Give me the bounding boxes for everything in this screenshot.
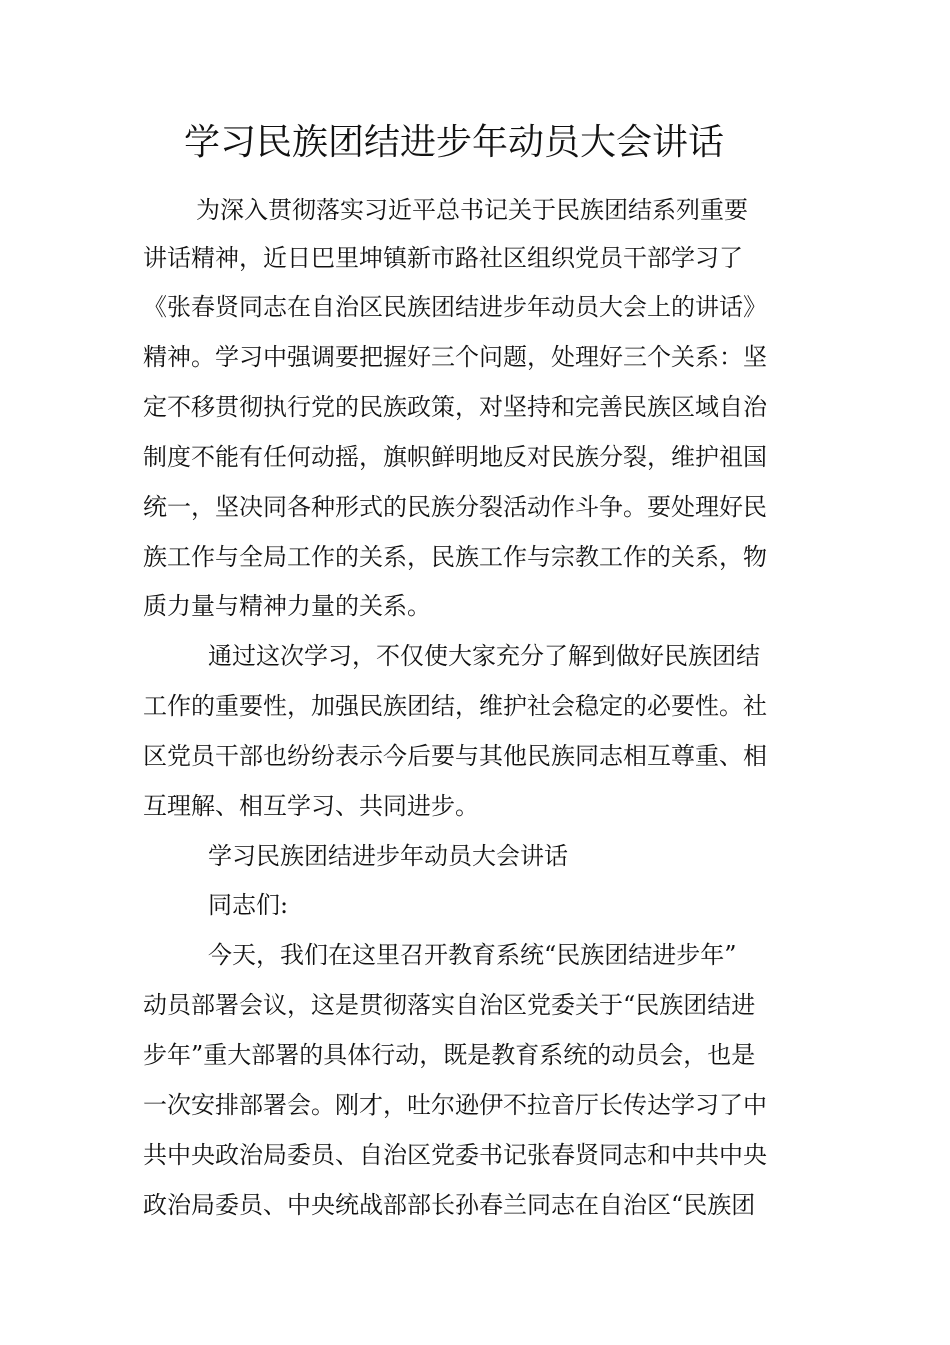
text-line: 制度不能有任何动摇，旗帜鲜明地反对民族分裂，维护祖国 [143, 443, 767, 471]
text-line: 讲话精神，近日巴里坤镇新市路社区组织党员干部学习了 [143, 244, 743, 272]
text-line: 互理解、相互学习、共同进步。 [143, 792, 479, 820]
text-line: 质力量与精神力量的关系。 [143, 592, 431, 620]
text-line: 区党员干部也纷纷表示今后要与其他民族同志相互尊重、相 [143, 742, 767, 770]
text-line: 族工作与全局工作的关系，民族工作与宗教工作的关系，物 [143, 543, 767, 571]
text-line: 政治局委员、中央统战部部长孙春兰同志在自治区“民族团 [143, 1191, 756, 1219]
text-line: 定不移贯彻执行党的民族政策，对坚持和完善民族区域自治 [143, 393, 767, 421]
text-line: 工作的重要性，加强民族团结，维护社会稳定的必要性。社 [143, 692, 767, 720]
text-line: 精神。学习中强调要把握好三个问题，处理好三个关系：坚 [143, 343, 767, 371]
text-line: 通过这次学习，不仅使大家充分了解到做好民族团结 [208, 642, 760, 670]
text-line: 统一，坚决同各种形式的民族分裂活动作斗争。要处理好民 [143, 493, 767, 521]
text-line: 一次安排部署会。刚才，吐尔逊伊不拉音厅长传达学习了中 [143, 1091, 767, 1119]
text-line: 为深入贯彻落实习近平总书记关于民族团结系列重要 [196, 196, 748, 224]
text-line: 今天，我们在这里召开教育系统“民族团结进步年” [208, 941, 737, 969]
text-line: 动员部署会议，这是贯彻落实自治区党委关于“民族团结进 [143, 991, 756, 1019]
document-title: 学习民族团结进步年动员大会讲话 [183, 122, 724, 163]
text-line: 《张春贤同志在自治区民族团结进步年动员大会上的讲话》 [143, 293, 767, 321]
salutation: 同志们: [208, 891, 289, 919]
text-line: 共中央政治局委员、自治区党委书记张春贤同志和中共中央 [143, 1141, 767, 1169]
section-heading: 学习民族团结进步年动员大会讲话 [208, 842, 568, 870]
text-line: 步年”重大部署的具体行动，既是教育系统的动员会，也是 [143, 1041, 756, 1069]
